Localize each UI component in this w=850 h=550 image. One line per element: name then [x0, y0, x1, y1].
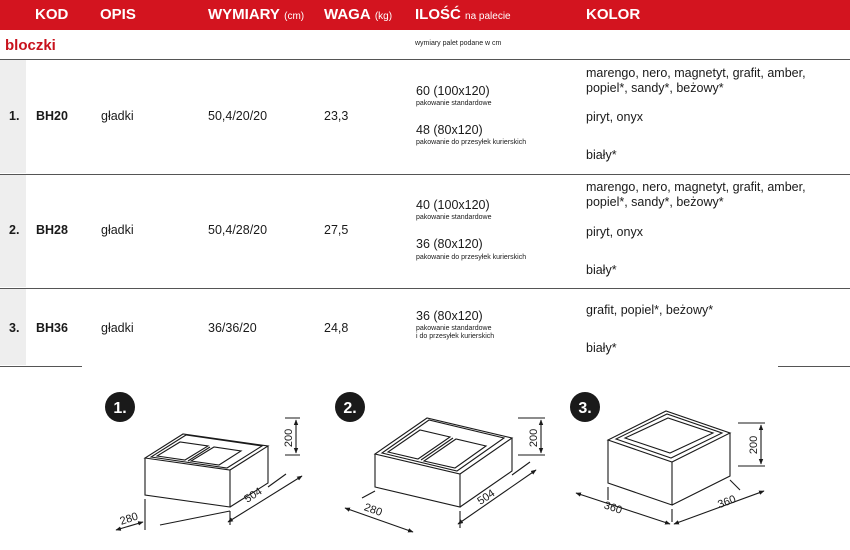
row-colors: popiel*, sandy*, beżowy* — [586, 195, 724, 209]
row-weight: 23,3 — [324, 109, 349, 123]
row-colors: biały* — [586, 263, 617, 277]
row-weight: 27,5 — [324, 223, 349, 237]
dimension-height-label: 200 — [283, 428, 295, 448]
dimension-length-label: 504 — [242, 485, 265, 506]
row-colors: grafit, popiel*, beżowy* — [586, 303, 714, 317]
row-dims: 36/36/20 — [208, 321, 257, 335]
row-qty-standard-note: i do przesyłek kurierskich — [416, 333, 495, 340]
header-waga: WAGA (kg) — [324, 6, 393, 23]
row-dims: 50,4/20/20 — [208, 109, 268, 123]
row-colors: marengo, nero, magnetyt, grafit, amber, — [586, 180, 806, 194]
dimension-width-label: 360 — [602, 499, 624, 517]
row-qty-courier: 36 (80x120) — [416, 237, 483, 251]
row-number: 2. — [9, 223, 20, 237]
header-ilosc: ILOŚĆ na palecie — [415, 6, 511, 23]
category-title: bloczki — [5, 37, 56, 54]
row-colors: biały* — [586, 148, 617, 162]
row-number: 1. — [9, 109, 20, 123]
row-code: BH20 — [36, 109, 68, 123]
dimension-length-label: 360 — [716, 493, 738, 512]
row-qty-courier-note: pakowanie do przesyłek kurierskich — [416, 254, 527, 261]
row-qty-standard-note: pakowanie standardowe — [416, 325, 492, 332]
drawing-number: 2. — [343, 400, 357, 417]
row-desc: gładki — [101, 321, 134, 335]
row-desc: gładki — [101, 109, 134, 123]
row-qty-standard-note: pakowanie standardowe — [416, 100, 492, 107]
row-colors: marengo, nero, magnetyt, grafit, amber, — [586, 66, 806, 80]
dimension-length-label: 504 — [475, 487, 498, 508]
block-bh20-drawing — [105, 392, 302, 530]
row-dims: 50,4/28/20 — [208, 223, 268, 237]
row-qty-courier-note: pakowanie do przesyłek kurierskich — [416, 139, 527, 146]
header-opis: OPIS — [100, 6, 136, 23]
row-qty-standard-note: pakowanie standardowe — [416, 214, 492, 221]
row-desc: gładki — [101, 223, 134, 237]
dimension-width-label: 280 — [362, 501, 384, 519]
pallet-note: wymiary palet podane w cm — [415, 40, 502, 47]
row-qty-standard: 36 (80x120) — [416, 309, 483, 323]
drawing-number: 3. — [578, 400, 592, 417]
row-colors: piryt, onyx — [586, 110, 643, 124]
row-code: BH36 — [36, 321, 68, 335]
header-kolor: KOLOR — [586, 6, 641, 23]
row-colors: piryt, onyx — [586, 225, 643, 239]
drawing-number: 1. — [113, 400, 127, 417]
row-number: 3. — [9, 321, 20, 335]
row-divider — [0, 288, 850, 289]
block-drawings — [0, 370, 850, 550]
row-qty-standard: 60 (100x120) — [416, 84, 490, 98]
row-divider — [0, 366, 82, 367]
row-qty-standard: 40 (100x120) — [416, 198, 490, 212]
row-colors: biały* — [586, 341, 617, 355]
row-divider — [0, 174, 850, 175]
row-divider — [778, 366, 850, 367]
header-wymiary: WYMIARY (cm) — [208, 6, 305, 23]
row-colors: popiel*, sandy*, beżowy* — [586, 81, 724, 95]
table-header — [0, 0, 850, 30]
dimension-height-label: 200 — [748, 435, 760, 455]
row-code: BH28 — [36, 223, 68, 237]
row-qty-courier: 48 (80x120) — [416, 123, 483, 137]
dimension-height-label: 200 — [528, 428, 540, 448]
row-divider — [0, 59, 850, 60]
row-weight: 24,8 — [324, 321, 349, 335]
header-kod: KOD — [35, 6, 69, 23]
dimension-width-label: 280 — [118, 510, 140, 528]
